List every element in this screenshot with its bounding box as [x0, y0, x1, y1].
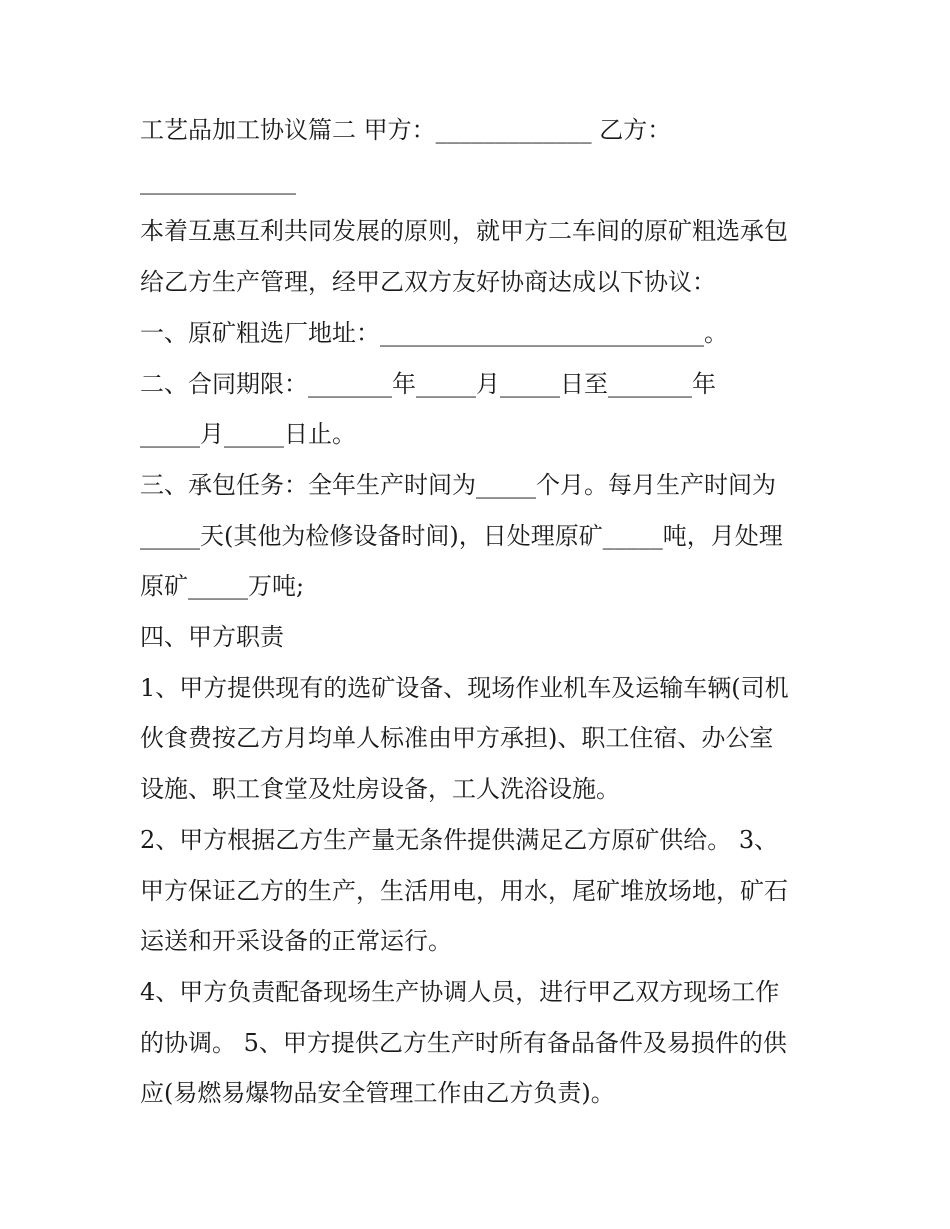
text-line: 设施、职工食堂及灶房设备，工人洗浴设施。	[140, 775, 620, 804]
text-line: 工艺品加工协议篇二 甲方：_____________ 乙方：	[140, 116, 672, 144]
text-line: _____天(其他为检修设备时间)，日处理原矿_____吨，月处理	[140, 521, 783, 550]
text-line: 二、合同期限：_______年_____月_____日至_______年	[140, 369, 716, 398]
text-line: 四、甲方职责	[140, 623, 284, 652]
text-line: 一、原矿粗选厂地址：___________________________。	[140, 318, 728, 347]
document-body	[140, 105, 820, 1119]
text-line: _____________	[140, 166, 296, 195]
text-line: 给乙方生产管理，经甲乙双方友好协商达成以下协议：	[140, 268, 716, 297]
text-line: 应(易燃易爆物品安全管理工作由乙方负责)。	[140, 1079, 615, 1108]
text-line: 2、甲方根据乙方生产量无条件提供满足乙方原矿供给。 3、	[140, 825, 779, 854]
text-line: 甲方保证乙方的生产，生活用电，用水，尾矿堆放场地，矿石	[140, 876, 788, 905]
text-line: 三、承包任务：全年生产时间为_____个月。每月生产时间为	[140, 470, 776, 499]
text-line: 1、甲方提供现有的选矿设备、现场作业机车及运输车辆(司机	[140, 673, 789, 702]
text-line: 4、甲方负责配备现场生产协调人员，进行甲乙双方现场工作	[140, 977, 780, 1006]
text-line: 运送和开采设备的正常运行。	[140, 927, 452, 956]
text-line: 本着互惠互利共同发展的原则，就甲方二车间的原矿粗选承包	[140, 217, 788, 246]
text-line: 伙食费按乙方月均单人标准由甲方承担)、职工住宿、办公室	[140, 724, 774, 753]
text-line: 的协调。 5、甲方提供乙方生产时所有备品备件及易损件的供	[140, 1028, 787, 1057]
text-line: 原矿_____万吨;	[140, 572, 305, 601]
text-line: _____月_____日止。	[140, 420, 356, 449]
